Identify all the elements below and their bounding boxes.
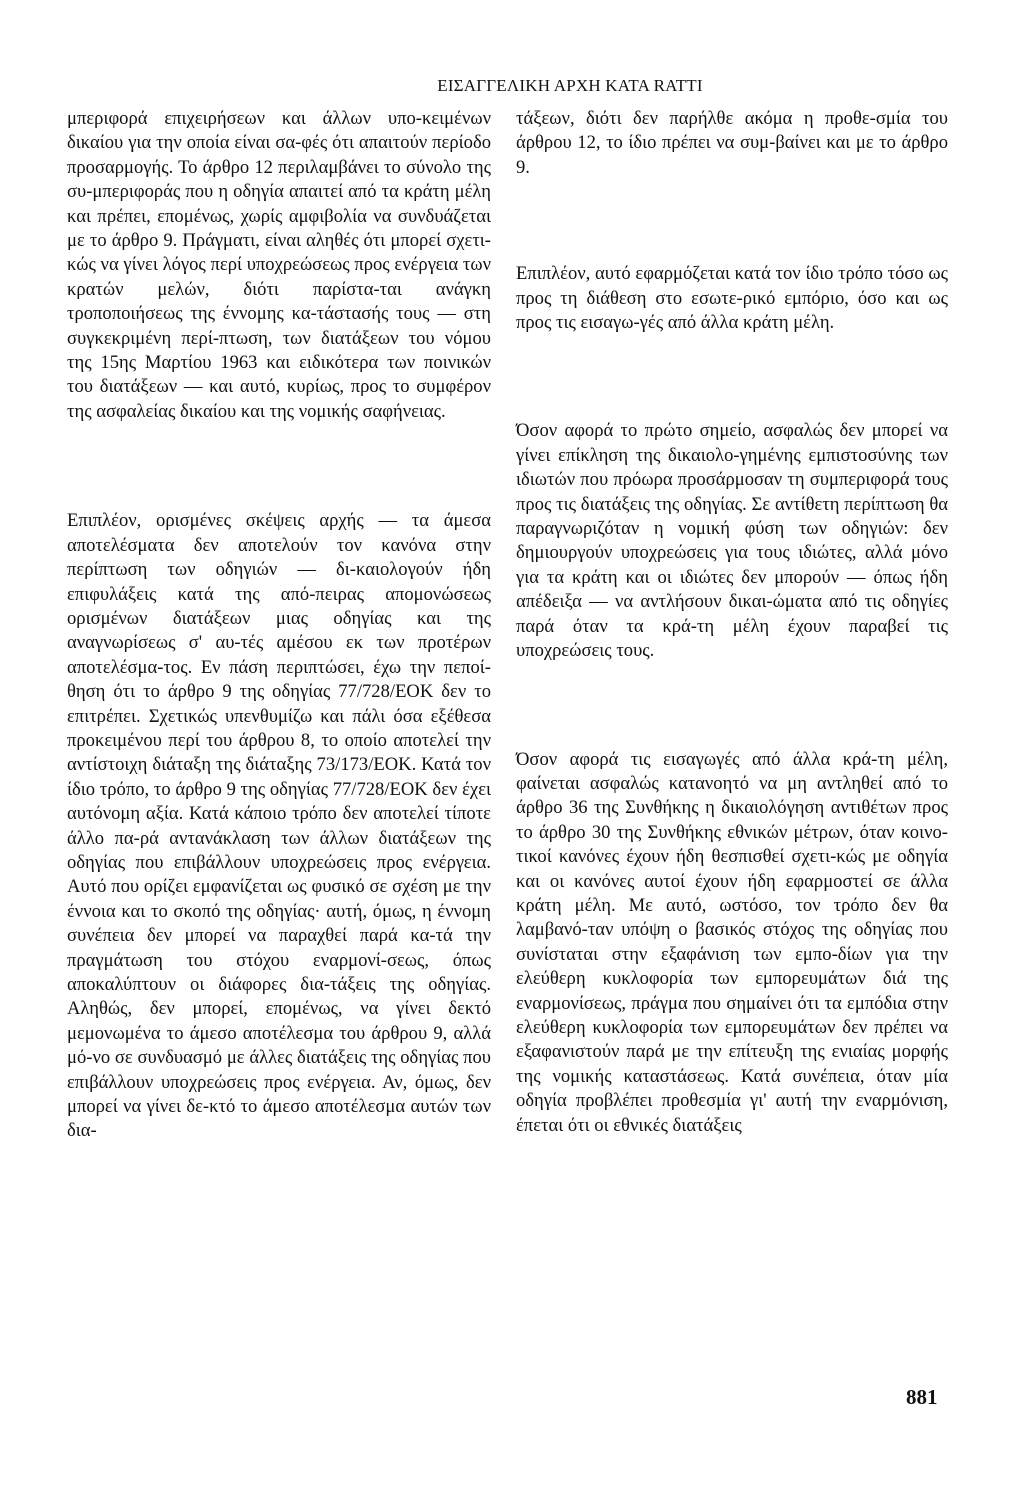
running-head: [0, 76, 1024, 96]
right-paragraph-4: Όσον αφορά τις εισαγωγές από άλλα κρά-τη μέλη, φαίνεται ασφαλώς κατανοητό να μη αντληθεί από το άρθρο 36 της Συνθήκης η δικαιολόγηση αντιθέτων προς το άρθρο 30 της Συνθήκης εθνικών μέτρων, όταν κοινο-τικοί κανόνες έχουν ήδη θεσπισθεί σχετι-κώς με οδηγία και οι κανόνες αυτοί έχουν ήδη εφαρμοστεί σε άλλα κράτη μέλη. Με αυτό, ωστόσο, τον τρόπο δεν θα λαμβανό-ταν υπόψη ο βασικός στόχος της οδηγίας που συνίσταται στην εξαφάνιση των εμπο-δίων για την ελεύθερη κυκλοφορία των εμπορευμάτων διά της εναρμονίσεως, πράγμα που σημαίνει ότι τα εμπόδια στην ελεύθερη κυκλοφορία των εμπορευμάτων δεν πρέπει να εξαφανιστούν παρά με την επίτευξη της ενιαίας μορφής της νομικής καταστάσεως. Κατά συνέπεια, όταν μία οδηγία προβλέπει προθεσμία γι' αυτή την εναρμόνιση, έπεται ότι οι εθνικές διατάξεις: [516, 748, 948, 1136]
left-paragraph-1: μπεριφορά επιχειρήσεων και άλλων υπο-κειμένων δικαίου για την οποία είναι σα-φές ότι απαιτούν περίοδο προσαρμογής. Το άρθρο 12 περιλαμβάνει το σύνολο της συ-μπεριφοράς που η οδηγία απαιτεί από τα κράτη μέλη και πρέπει, επομένως, χωρίς αμφιβολία να συνδυάζεται με το άρθρο 9. Πράγματι, είναι αληθές ότι μπορεί σχετι-κώς να γίνει λόγος περί υποχρεώσεως προς ενέργεια των κρατών μελών, διότι παρίστα-ται ανάγκη τροποποιήσεως της έννομης κα-τάστασής τους — στη συγκεκριμένη περί-πτωση, των διατάξεων του νόμου της 15ης Μαρτίου 1963 και ειδικότερα των ποινικών του διατάξεων — και αυτό, κυρίως, προς το συμφέρον της ασφαλείας δικαίου και της νομικής σαφήνειας.: [67, 108, 491, 422]
right-column: [516, 107, 948, 1138]
page-number: 881: [906, 1385, 938, 1409]
right-paragraph-1: τάξεων, διότι δεν παρήλθε ακόμα η προθε-σμία του άρθρου 12, το ίδιο πρέπει να συμ-βαίνει και με το άρθρο 9.: [516, 108, 948, 178]
left-column: [67, 107, 491, 1144]
left-paragraph-2: Επιπλέον, ορισμένες σκέψεις αρχής — τα άμεσα αποτελέσματα δεν αποτελούν τον κανόνα στην περίπτωση των οδηγιών — δι-καιολογούν ήδη επιφυλάξεις κατά της από-πειρας απομονώσεως ορισμένων διατάξεων μιας οδηγίας και της αναγνωρίσεως σ' αυ-τές αμέσου εκ των προτέρων αποτελέσμα-τος. Εν πάση περιπτώσει, έχω την πεποί-θηση ότι το άρθρο 9 της οδηγίας 77/728/ΕΟΚ δεν το επιτρέπει. Σχετικώς υπενθυμίζω και πάλι όσα εξέθεσα προκειμένου περί του άρθρου 8, το οποίο αποτελεί την αντίστοιχη διάταξη της διάταξης 73/173/ΕΟΚ. Κατά τον ίδιο τρόπο, το άρθρο 9 της οδηγίας 77/728/ΕΟΚ δεν έχει αυτόνομη αξία. Κατά κάποιο τρόπο δεν αποτελεί τίποτε άλλο πα-ρά αντανάκλαση των άλλων διατάξεων της οδηγίας που επιβάλλουν υποχρεώσεις προς ενέργεια. Αυτό που ορίζει εμφανίζεται ως φυσικό σε σχέση με την έννοια και το σκοπό της οδηγίας· αυτή, όμως, η έννομη συνέπεια δεν μπορεί να παραχθεί παρά κα-τά την πραγμάτωση του στόχου εναρμονί-σεως, όπως αποκαλύπτουν οι διάφορες δια-τάξεις της οδηγίας. Αληθώς, δεν μπορεί, επομένως, να γίνει δεκτό μεμονωμένα το άμεσο αποτέλεσμα του άρθρου 9, αλλά μό-νο σε συνδυασμό με άλλες διατάξεις της οδηγίας που επιβάλλουν υποχρεώσεις προς ενέργεια. Αν, όμως, δεν μπορεί να γίνει δε-κτό το άμεσο αποτέλεσμα αυτών των δια-: [67, 510, 491, 1142]
right-paragraph-2: Επιπλέον, αυτό εφαρμόζεται κατά τον ίδιο τρόπο τόσο ως προς τη διάθεση στο εσωτε-ρικό εμπόριο, όσο και ως προς τις εισαγω-γές από άλλα κράτη μέλη.: [516, 263, 948, 334]
right-paragraph-3: Όσον αφορά το πρώτο σημείο, ασφαλώς δεν μπορεί να γίνει επίκληση της δικαιολο-γημένης εμπιστοσύνης των ιδιωτών που πρόωρα προσάρμοσαν τη συμπεριφορά τους προς τις διατάξεις της οδηγίας. Σε αντίθετη περίπτωση θα παραγνωριζόταν η νομική φύση των οδηγιών: δεν δημιουργούν υποχρεώσεις για τους ιδιώτες, αλλά μόνο για τα κράτη και οι ιδιώτες δεν μπορούν — όπως ήδη απέδειξα — να αντλήσουν δικαι-ώματα από τις οδηγίες παρά όταν τα κρά-τη μέλη έχουν παραβεί τις υποχρεώσεις τους.: [516, 420, 948, 662]
running-head-text: ΕΙΣΑΓΓΕΛΙΚΗ ΑΡΧΗ ΚΑΤΑ RATTI: [437, 76, 703, 95]
